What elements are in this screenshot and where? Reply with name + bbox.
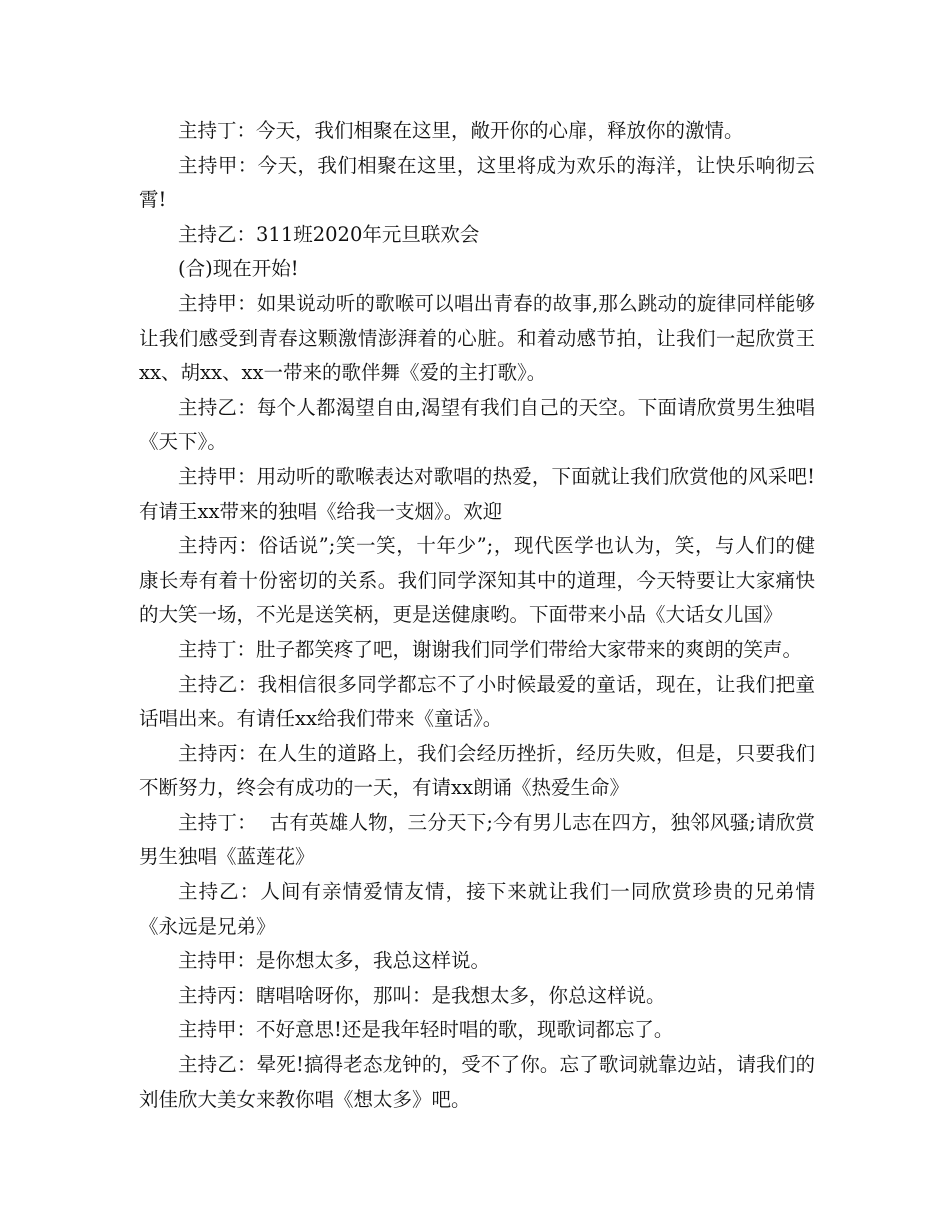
paragraph-7: 主持甲：用动听的歌喉表达对歌唱的热爱，下面就让我们欣赏他的风采吧!有请王xx带来的独唱《给我一支烟》。欢迎 bbox=[139, 464, 815, 523]
paragraph-2: 主持甲：今天，我们相聚在这里，这里将成为欢乐的海洋，让快乐响彻云霄! bbox=[139, 153, 815, 212]
paragraph-17: 主持乙：晕死!搞得老态龙钟的，受不了你。忘了歌词就靠边站，请我们的刘佳欣大美女来教你唱《想太多》吧。 bbox=[139, 1053, 815, 1111]
paragraph-6: 主持乙：每个人都渴望自由,渴望有我们自己的天空。下面请欣赏男生独唱《天下》。 bbox=[139, 395, 815, 454]
paragraph-16: 主持甲：不好意思!还是我年轻时唱的歌，现歌词都忘了。 bbox=[178, 1018, 674, 1042]
paragraph-14: 主持甲：是你想太多，我总这样说。 bbox=[178, 949, 491, 973]
paragraph-8: 主持丙：俗话说”;笑一笑，十年少”;，现代医学也认为，笑，与人们的健康长寿有着十份密切的关系。我们同学深知其中的道理，今天特要让大家痛快的大笑一场，不光是送笑柄，更是送健康哟。下面带来小品《大话女儿国》 bbox=[139, 534, 815, 627]
paragraph-13: 主持乙：人间有亲情爱情友情，接下来就让我们一同欣赏珍贵的兄弟情《永远是兄弟》 bbox=[139, 880, 815, 938]
paragraph-15: 主持丙：瞎唱啥呀你，那叫：是我想太多，你总这样说。 bbox=[178, 983, 666, 1007]
paragraph-12: 主持丁： 古有英雄人物，三分天下;今有男儿志在四方，独邻风骚;请欣赏男生独唱《蓝莲花》 bbox=[139, 810, 815, 869]
paragraph-11: 主持丙：在人生的道路上，我们会经历挫折，经历失败，但是，只要我们不断努力，终会有成功的一天，有请xx朗诵《热爱生命》 bbox=[139, 741, 815, 800]
document-body bbox=[139, 114, 815, 1117]
paragraph-10: 主持乙：我相信很多同学都忘不了小时候最爱的童话，现在，让我们把童话唱出来。有请任xx给我们带来《童话》。 bbox=[139, 672, 815, 731]
paragraph-3: 主持乙：311班2020年元旦联欢会 bbox=[178, 222, 480, 246]
paragraph-5: 主持甲：如果说动听的歌喉可以唱出青春的故事,那么跳动的旋律同样能够让我们感受到青春这颗激情澎湃着的心脏。和着动感节拍，让我们一起欣赏王xx、胡xx、xx一带来的歌伴舞《爱的主打歌》。 bbox=[139, 291, 815, 385]
paragraph-9: 主持丁：肚子都笑疼了吧，谢谢我们同学们带给大家带来的爽朗的笑声。 bbox=[178, 637, 803, 661]
paragraph-1: 主持丁：今天，我们相聚在这里，敞开你的心扉，释放你的激情。 bbox=[178, 119, 744, 142]
paragraph-4: (合)现在开始! bbox=[178, 257, 299, 281]
